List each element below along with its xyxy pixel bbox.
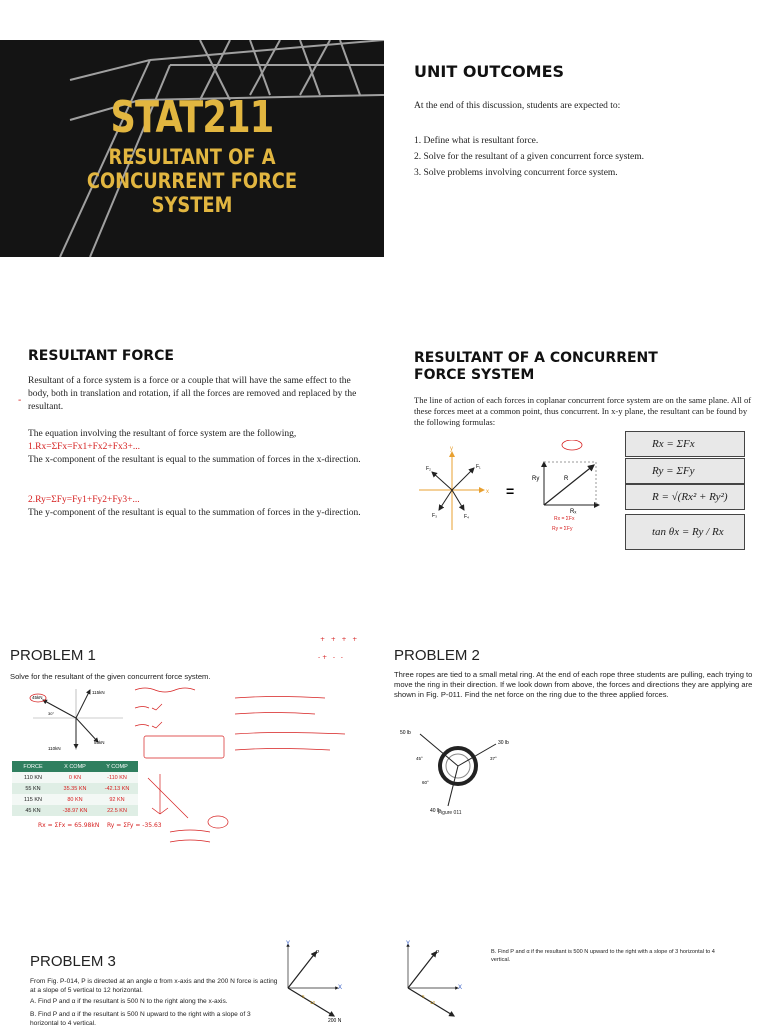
svg-text:12: 12 [310, 1000, 316, 1005]
problem-1-diagram [28, 684, 128, 756]
svg-text:F₃: F₃ [432, 513, 438, 519]
ring-figure [398, 722, 518, 822]
problem-3-text: From Fig. P-014, P is directed at an angle α from x-axis and the 200 N force is acting at a slope of 5 vertical to 12 horizontal. [30, 978, 278, 994]
table-cell: 115 KN [12, 794, 54, 805]
components-table [12, 761, 138, 816]
equation-rx: 1.Rx=ΣFx=Fx1+Fx2+Fx3+... [28, 442, 141, 452]
problem-3-part-a: A. Find P and α if the resultant is 500 N to the right along the x-axis. [30, 998, 228, 1005]
formula-ry [625, 458, 745, 484]
cover-slide [0, 40, 384, 257]
cover-title-line: RESULTANT OF A [108, 145, 276, 169]
svg-text:x: x [486, 489, 489, 495]
cover-title-line: CONCURRENT FORCE [86, 169, 298, 193]
svg-text:55kN: 55kN [94, 740, 105, 745]
resultant-definition: Resultant of a force system is a force or a couple that will have the same effect to the body, both in translation and rotation, if all the forces are removed and replaced by the resultant. [28, 376, 357, 412]
svg-text:5: 5 [302, 994, 305, 999]
svg-text:Y: Y [286, 941, 291, 947]
concurrent-description: The line of action of each forces in coplanar concurrent force system are on the same plane. All of these forces meet at a common point, thus concurrent. In x-y plane, the resultant can be found by the following formulas: [414, 395, 752, 427]
svg-text:60°: 60° [422, 780, 429, 785]
svg-text:30°: 30° [48, 711, 55, 716]
problem-1-heading: PROBLEM 1 [10, 647, 96, 664]
handwritten-solution-scribbles [130, 682, 370, 852]
svg-text:y: y [450, 446, 453, 452]
table-cell: 92 KN [96, 794, 138, 805]
svg-text:X: X [458, 985, 463, 991]
problem-3b-figure [396, 940, 486, 1024]
svg-text:37°: 37° [490, 756, 497, 761]
table-cell: -110 KN [96, 772, 138, 783]
concurrent-heading [414, 350, 658, 384]
svg-text:200 N: 200 N [328, 1018, 342, 1024]
table-cell: -38.97 KN [54, 805, 96, 816]
formula-text: R = √(Rx² + Ry²) [652, 491, 728, 503]
svg-text:5: 5 [422, 994, 425, 999]
handwritten-sum-x: Rx = ΣFx = 65.98kN Ry = ΣFy = -35.63 [38, 822, 162, 829]
svg-text:F₂: F₂ [426, 466, 431, 472]
svg-text:P: P [436, 950, 440, 956]
outcomes-intro: At the end of this discussion, students are expected to: [414, 101, 621, 111]
table-cell: 45 KN [12, 805, 54, 816]
cover-title-line: SYSTEM [151, 193, 233, 217]
formula-text: tan θx = Ry / Rx [652, 526, 724, 538]
table-cell: 55 KN [12, 783, 54, 794]
cover-title [29, 145, 355, 217]
svg-text:R: R [564, 476, 569, 482]
svg-text:=: = [506, 483, 515, 499]
svg-text:12: 12 [430, 1000, 436, 1005]
list-item: 3. Solve problems involving concurrent force system. [414, 168, 618, 178]
svg-text:F₄: F₄ [464, 514, 470, 520]
table-header: Y COMP [96, 761, 138, 772]
table-cell: -42.13 KN [96, 783, 138, 794]
formula-r [625, 484, 745, 510]
problem-1-text: Solve for the resultant of the given concurrent force system. [10, 672, 211, 681]
svg-text:Y: Y [406, 941, 411, 947]
svg-text:40 lb: 40 lb [430, 808, 441, 814]
svg-text:115kN: 115kN [92, 690, 105, 695]
svg-text:30 lb: 30 lb [498, 740, 509, 746]
table-cell: 0 KN [54, 772, 96, 783]
table-row [12, 783, 138, 794]
resultant-force-heading: RESULTANT FORCE [28, 348, 174, 364]
formula-text: Rx = ΣFx [652, 438, 695, 450]
course-code: STAT211 [110, 92, 274, 143]
handwritten-marks: + + + + [320, 636, 358, 643]
svg-text:110kN: 110kN [48, 746, 61, 751]
outcomes-list [414, 133, 764, 181]
table-header: X COMP [54, 761, 96, 772]
problem-3-figure [276, 940, 366, 1024]
table-header: FORCE [12, 761, 54, 772]
svg-text:X: X [338, 985, 343, 991]
formula-tan [625, 514, 745, 550]
table-header-row [12, 761, 138, 772]
problem-2-heading: PROBLEM 2 [394, 647, 480, 664]
outcomes-heading: UNIT OUTCOMES [414, 62, 565, 81]
svg-text:45kN: 45kN [32, 695, 43, 700]
table-row [12, 794, 138, 805]
equation-ry-description: The y-component of the resultant is equal to the summation of forces in the y-direction. [28, 508, 361, 518]
equations-intro: The equation involving the resultant of force system are the following, [28, 429, 297, 439]
svg-text:F₁: F₁ [476, 464, 481, 470]
svg-text:Ry = ΣFy: Ry = ΣFy [552, 526, 573, 532]
formula-rx [625, 431, 745, 457]
table-cell: 110 KN [12, 772, 54, 783]
concurrent-heading-line: FORCE SYSTEM [414, 367, 535, 383]
list-item: 2. Solve for the resultant of a given concurrent force system. [414, 152, 645, 162]
svg-text:Ry: Ry [532, 476, 540, 482]
table-row [12, 805, 138, 816]
force-system-diagram [414, 440, 624, 540]
svg-text:50 lb: 50 lb [400, 730, 411, 736]
svg-text:P: P [316, 950, 320, 956]
svg-text:Rx = ΣFx: Rx = ΣFx [554, 516, 575, 522]
table-cell: 22.5 KN [96, 805, 138, 816]
table-cell: 35.35 KN [54, 783, 96, 794]
list-item: 1. Define what is resultant force. [414, 136, 539, 146]
svg-text:45°: 45° [416, 756, 423, 761]
table-row [12, 772, 138, 783]
figure-caption: Figure 011 [438, 810, 462, 816]
problem-3-part-b: B. Find P and α if the resultant is 500 N upward to the right with a slope of 3 horizontal to 4 vertical. [30, 1011, 251, 1027]
table-cell: 80 KN [54, 794, 96, 805]
equation-ry: 2.Ry=ΣFy=Fy1+Fy2+Fy3+... [28, 495, 140, 505]
problem-3-heading: PROBLEM 3 [30, 953, 116, 970]
handwritten-marks: - + - - [318, 654, 343, 661]
bullet-mark: - [18, 395, 22, 406]
svg-text:Rₓ: Rₓ [570, 509, 577, 515]
problem-3b-text: B. Find P and α if the resultant is 500 N upward to the right with a slope of 3 horizontal to 4 vertical. [491, 949, 715, 963]
equation-rx-description: The x-component of the resultant is equal to the summation of forces in the x-direction. [28, 455, 361, 465]
problem-2-text: Three ropes are tied to a small metal ring. At the end of each rope three students are pulling, each trying to move the ring in their direction. If we look down from above, the forces and directions they are applying are shown in Fig. P-011. Find the net force on the ring due to the three applied forces. [394, 670, 753, 699]
concurrent-heading-line: RESULTANT OF A CONCURRENT [414, 350, 658, 366]
formula-text: Ry = ΣFy [652, 465, 695, 477]
